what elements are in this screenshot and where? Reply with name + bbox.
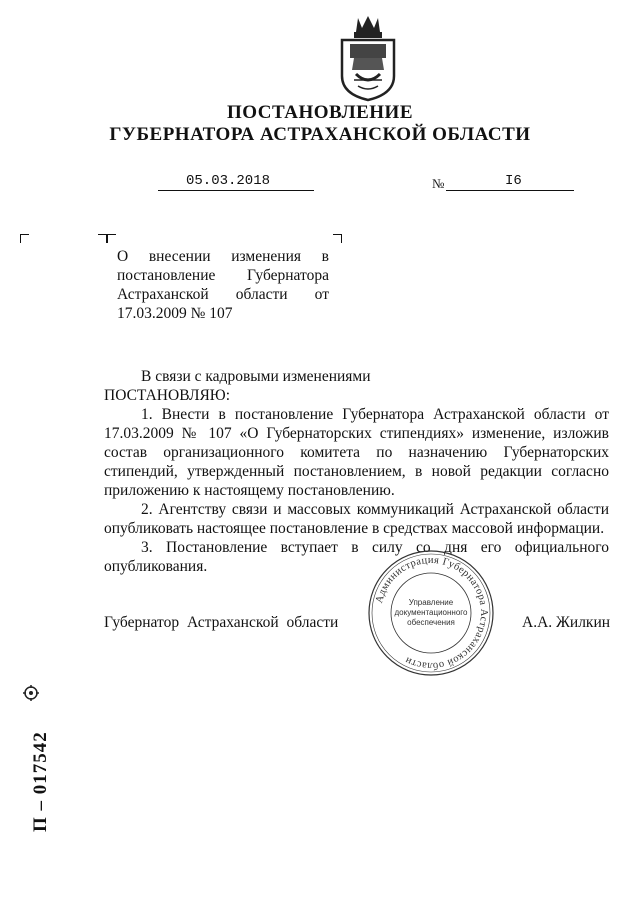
document-number: I6	[505, 173, 522, 189]
stamp-inner-line-3: обеспечения	[407, 618, 455, 627]
number-underline	[446, 190, 574, 191]
form-serial-number: П – 017542	[30, 731, 51, 832]
document-date: 05.03.2018	[186, 173, 271, 189]
stamp-inner-line-1: Управление	[408, 598, 454, 607]
document-body	[104, 367, 609, 576]
date-underline	[158, 190, 314, 191]
coat-of-arms-emblem	[336, 14, 400, 102]
ornament-icon	[22, 684, 40, 702]
official-stamp	[366, 549, 496, 677]
issuer-title: ГУБЕРНАТОРА АСТРАХАНСКОЙ ОБЛАСТИ	[109, 124, 531, 145]
document-subject: О внесении изменения в постановление Губернатора Астраханской области от 17.03.2009 № 107	[117, 248, 329, 322]
corner-mark-subject-open	[107, 234, 116, 243]
body-intro: В связи с кадровыми изменениями	[141, 368, 371, 385]
body-paragraph-3: 3. Постановление вступает в силу со дня его официального опубликования.	[104, 539, 609, 575]
body-paragraph-2: 2. Агентству связи и массовых коммуникаций Астраханской области опубликовать настоящее постановление в средствах массовой информации.	[104, 501, 609, 537]
document-type-title: ПОСТАНОВЛЕНИЕ	[226, 102, 414, 123]
body-decree-word: ПОСТАНОВЛЯЮ:	[104, 387, 231, 404]
number-label: №	[432, 176, 445, 191]
signatory-position: Губернатор Астраханской области	[104, 614, 339, 631]
stamp-outer-text: Администрация Губернатора Астраханской области	[374, 554, 490, 672]
signatory-name: А.А. Жилкин	[522, 614, 611, 631]
corner-mark-subject-close	[333, 234, 342, 243]
corner-mark-left	[20, 234, 29, 243]
corner-mark-left-close	[98, 234, 107, 243]
body-paragraph-1: 1. Внести в постановление Губернатора Астраханской области от 17.03.2009 № 107 «О Губернаторских стипендиях» изменение, изложив состав организационного комитета по назначению Губернаторских стипендий, утвержденный постановлением, в новой редакции согласно приложению к настоящему постановлению.	[104, 406, 609, 499]
stamp-inner-line-2: документационного	[394, 608, 468, 617]
